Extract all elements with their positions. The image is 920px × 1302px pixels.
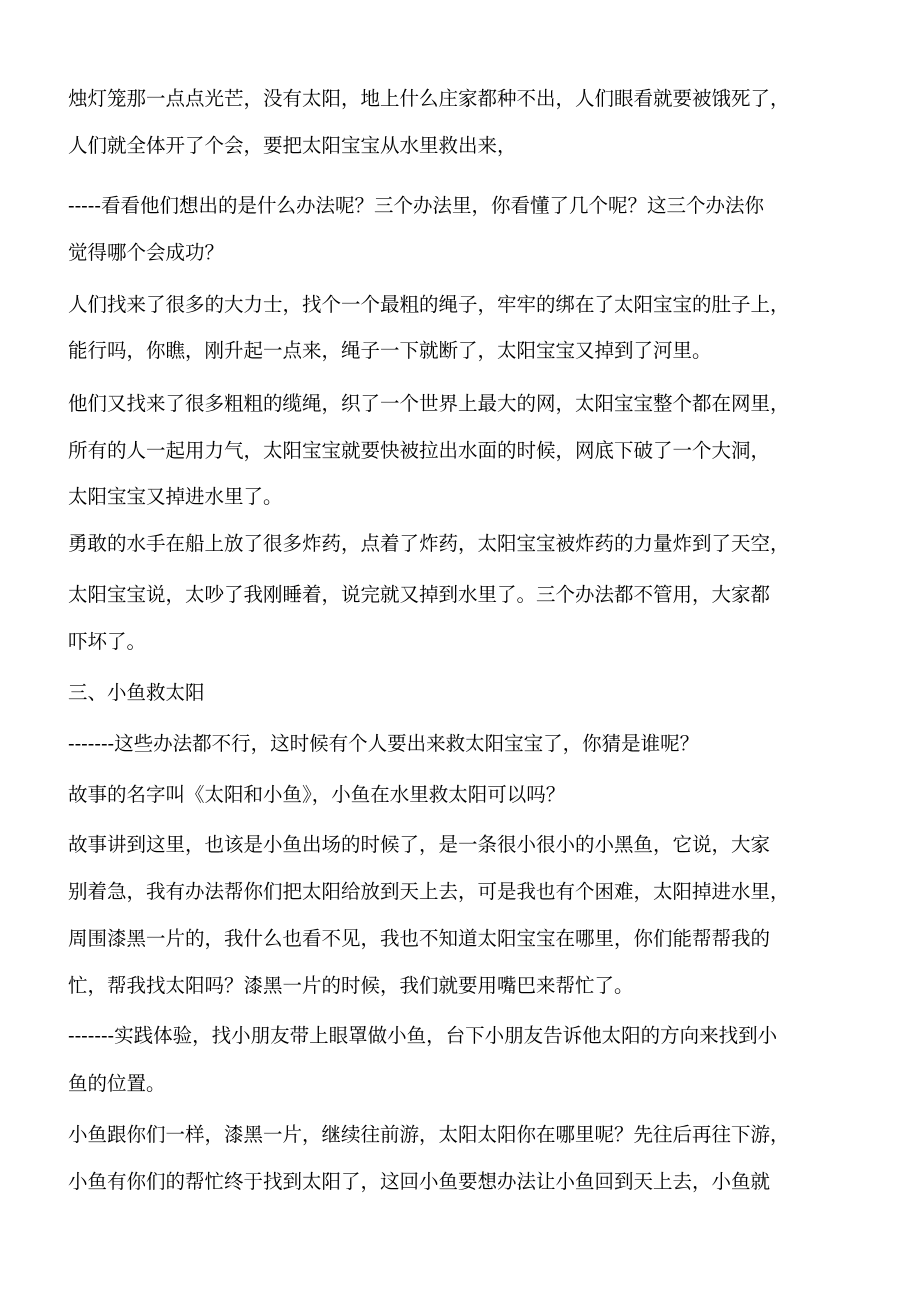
text-line: 人们找来了很多的大力士，找个一个最粗的绳子，牢牢的绑在了太阳宝宝的肚子上， [68, 293, 790, 316]
text-line: 勇敢的水手在船上放了很多炸药，点着了炸药，太阳宝宝被炸药的力量炸到了天空， [68, 532, 790, 555]
section-heading: 三、小鱼救太阳 [68, 681, 205, 704]
text-line: 故事讲到这里，也该是小鱼出场的时候了，是一条很小很小的小黑鱼，它说，大家 [68, 833, 771, 856]
text-line: 太阳宝宝说，太吵了我刚睡着，说完就又掉到水里了。三个办法都不管用，大家都 [68, 583, 771, 606]
text-line: 觉得哪个会成功？ [68, 241, 225, 264]
text-line: 人们就全体开了个会，要把太阳宝宝从水里救出来， [68, 134, 517, 157]
text-line: 太阳宝宝又掉进水里了。 [68, 485, 283, 508]
text-line: 别着急，我有办法帮你们把太阳给放到天上去，可是我也有个困难，太阳掉进水里， [68, 880, 790, 903]
text-line: 忙，帮我找太阳吗？漆黑一片的时候，我们就要用嘴巴来帮忙了。 [68, 974, 634, 997]
text-line: 小鱼跟你们一样，漆黑一片，继续往前游，太阳太阳你在哪里呢？先往后再往下游， [68, 1123, 790, 1146]
text-line: -------这些办法都不行，这时候有个人要出来救太阳宝宝了，你猜是谁呢？ [68, 732, 700, 755]
text-line: 烛灯笼那一点点光芒，没有太阳，地上什么庄家都种不出，人们眼看就要被饿死了， [68, 87, 790, 110]
text-line: -----看看他们想出的是什么办法呢？三个办法里，你看懂了几个呢？这三个办法你 [68, 194, 764, 217]
text-line: -------实践体验，找小朋友带上眼罩做小鱼，台下小朋友告诉他太阳的方向来找到小 [68, 1024, 778, 1047]
text-line: 小鱼有你们的帮忙终于找到太阳了，这回小鱼要想办法让小鱼回到天上去，小鱼就 [68, 1170, 771, 1193]
text-line: 故事的名字叫《太阳和小鱼》，小鱼在水里救太阳可以吗？ [68, 783, 566, 806]
text-line: 鱼的位置。 [68, 1072, 166, 1095]
text-line: 他们又找来了很多粗粗的缆绳，织了一个世界上最大的网，太阳宝宝整个都在网里， [68, 392, 790, 415]
text-line: 周围漆黑一片的，我什么也看不见，我也不知道太阳宝宝在哪里，你们能帮帮我的 [68, 927, 771, 950]
text-line: 所有的人一起用力气，太阳宝宝就要快被拉出水面的时候，网底下破了一个大洞， [68, 439, 771, 462]
text-line: 能行吗，你瞧，刚升起一点来，绳子一下就断了，太阳宝宝又掉到了河里。 [68, 339, 712, 362]
text-line: 吓坏了。 [68, 630, 147, 653]
